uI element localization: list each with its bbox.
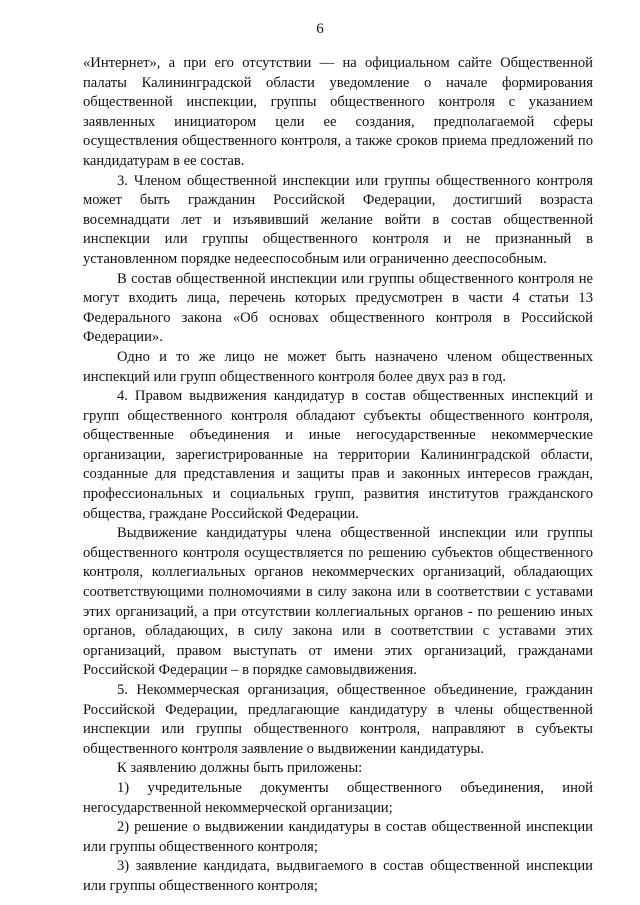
paragraph-attachment-2: 2) решение о выдвижении кандидатуры в состав общественной инспекции или группы общественного контроля; [83, 819, 593, 855]
paragraph-intro-continuation: «Интернет», а при его отсутствии — на официальном сайте Общественной палаты Калининградской области уведомление о начале формирования общественной инспекции, группы общественного контроля с указанием заявленных инициатором цели ее создания, предполагаемой сферы осуществления общественного контроля, а также сроков приема предложений по кандидатурам в ее состав. [83, 55, 593, 169]
paragraph-composition-restriction: В состав общественной инспекции или группы общественного контроля не могут входить лица, перечень которых предусмотрен в части 4 статьи 13 Федерального закона «Об основах общественного контроля в Российской Федерации». [83, 270, 593, 346]
paragraph-attachment-1: 1) учредительные документы общественного объединения, иной негосударственной некоммерческой организации; [83, 779, 593, 816]
paragraph-item-3: 3. Членом общественной инспекции или группы общественного контроля может быть гражданин Российской Федерации, достигший возраста восемнадцати лет и изъявивший желание войти в состав общественной инспекции или группы общественного контроля и не признанный в установленном порядке недееспособным или ограниченно дееспособным. [83, 172, 593, 267]
paragraph-item-5: 5. Некоммерческая организация, общественное объединение, гражданин Российской Федерации, предлагающие кандидатуру в члены общественной инспекции или группы общественного контроля, направляют в субъекты общественного контроля заявление о выдвижении кандидатуры. [83, 682, 593, 757]
paragraph-attachments-intro: К заявлению должны быть приложены: [117, 760, 363, 777]
document-body [83, 54, 593, 897]
paragraph-attachment-3: 3) заявление кандидата, выдвигаемого в состав общественной инспекции или группы общественного контроля; [83, 858, 593, 894]
paragraph-appointment-limit: Одно и то же лицо не может быть назначено членом общественных инспекций или групп общественного контроля более двух раз в год. [83, 348, 593, 385]
paragraph-nomination-procedure: Выдвижение кандидатуры члена общественной инспекции или группы общественного контроля осуществляется по решению субъектов общественного контроля, коллегиальных органов некоммерческих организаций, обладающих соответствующими полномочиями в силу закона или в соответствии с уставами этих организаций, а при отсутствии коллегиальных органов - по решению иных органов, обладающих, в силу закона или в соответствии с уставами этих организаций, правом выступать от имени этих организаций, гражданами Российской Федерации – в порядке самовыдвижения. [83, 525, 593, 679]
page-number: 6 [316, 21, 324, 37]
paragraph-item-4: 4. Правом выдвижения кандидатур в состав общественных инспекций и групп общественного контроля обладают субъекты общественного контроля, общественные объединения и иные негосударственные некоммерческие организации, зарегистрированные на территории Калининградской области, созданные для представления и защиты прав и законных интересов граждан, профессиональных и социальных групп, развития институтов гражданского общества, граждане Российской Федерации. [83, 388, 593, 522]
